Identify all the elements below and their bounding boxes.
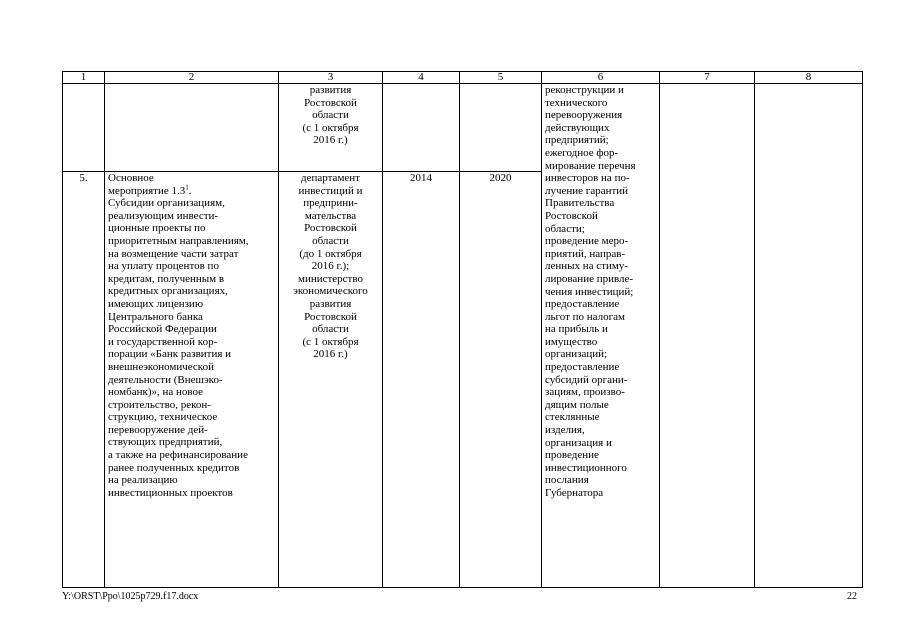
cont-col-3-responsible: развития Ростовской области (с 1 октября 2016 г.) (279, 84, 383, 172)
cont-col-4 (383, 84, 460, 172)
row-5-end-year: 2020 (460, 172, 542, 588)
row-5-start-year: 2014 (383, 172, 460, 588)
header-col-7: 7 (660, 72, 755, 84)
row-5-measure-title: Основное мероприятие 1.3 (108, 172, 186, 197)
program-table (62, 71, 863, 588)
header-col-5: 5 (460, 72, 542, 84)
header-col-3: 3 (279, 72, 383, 84)
footer-page-number: 22 (847, 591, 857, 602)
cont-col-1 (63, 84, 105, 172)
row-5-responsible: департамент инвестиций и предприни- мательства Ростовской области (до 1 октября 2016 г.); министерство экономического развития Ростовской области (с 1 октября 2016 г.) (279, 172, 383, 588)
col-6-expected-result: реконструкции и технического перевооружения действующих предприятий; ежегодное фор- мирование перечня инвесторов на по- лучение гарантий Правительства Ростовской области; проведение меро- приятий, направ- ленных на стиму- лирование привле- чения инвестиций; предоставление льгот по налогам на прибыль и имущество организаций; предоставление субсидий органи- зациям, произво- дящим полые стеклянные изделия, организация и проведение инвестиционного послания Губернатора (542, 84, 660, 588)
header-col-4: 4 (383, 72, 460, 84)
continuation-row (63, 84, 863, 172)
col-7 (660, 84, 755, 588)
header-col-2: 2 (105, 72, 279, 84)
header-col-6: 6 (542, 72, 660, 84)
header-col-8: 8 (755, 72, 863, 84)
row-5-measure (105, 172, 279, 588)
row-5-measure-body: Субсидии организациям, реализующим инвести- ционные проекты по приоритетным направлениям, на возмещение части затрат на уплату процентов по кредитам, полученным в кредитных организациях, имеющих лицензию Центрального банка Российской Федерации и государственной кор- порации «Банк развития и внешнеэкономической деятельности (Внешэко- номбанк)», на новое строительство, рекон- струкцию, техническое перевооружение дей- ствующих предприятий, а также на рефинансирование ранее полученных кредитов на реализацию инвестиционных проектов (108, 197, 249, 499)
col-8 (755, 84, 863, 588)
cont-col-5 (460, 84, 542, 172)
header-col-1: 1 (63, 72, 105, 84)
row-5-measure-title-end: . (188, 184, 192, 197)
footnote-marker: 1 (185, 182, 189, 191)
row-5-number: 5. (63, 172, 105, 588)
footer-file-path: Y:\ORST\Ppo\1025p729.f17.docx (62, 591, 199, 602)
header-row (63, 72, 863, 84)
cont-col-2 (105, 84, 279, 172)
